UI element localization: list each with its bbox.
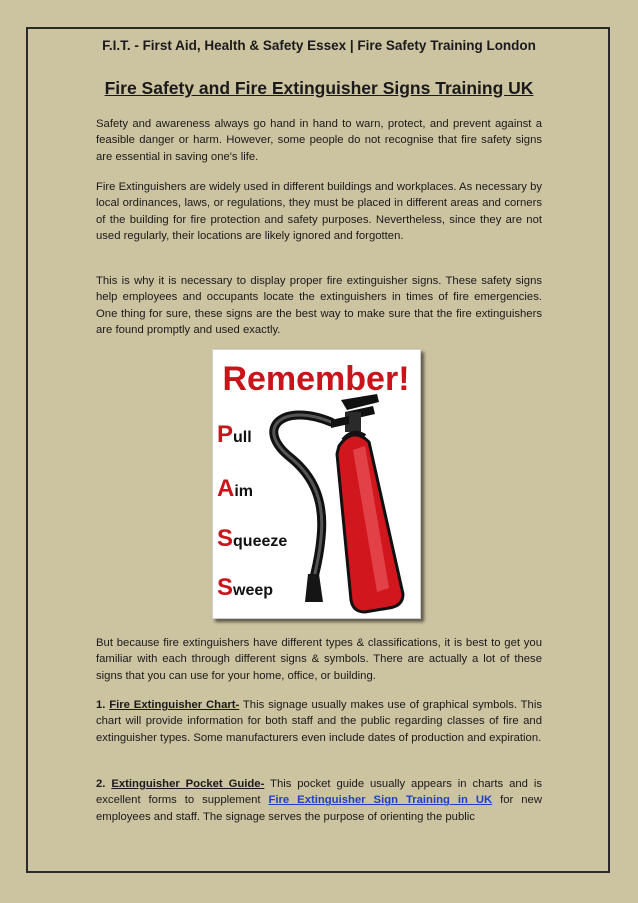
page-header: F.I.T. - First Aid, Health & Safety Essex | Fire Safety Training London — [102, 38, 536, 53]
pass-poster-image — [212, 349, 421, 619]
nozzle-shape — [305, 574, 323, 602]
paragraph-intro: Safety and awareness always go hand in hand to warn, protect, and prevent against a feasible danger or harm. However, some people do not recognise that fire safety signs are essential in saving one's life. — [96, 118, 542, 163]
list-number: 2. — [96, 778, 106, 790]
list-item-pocket-guide — [96, 776, 542, 825]
paragraph-extinguishers: Fire Extinguishers are widely used in different buildings and workplaces. As necessary by local ordinances, laws, or regulations, they must be placed in different areas and corners of the building for fire protection and safety purposes. Nevertheless, since they are not used regularly, their locations are likely ignored and forgotten. — [96, 181, 542, 243]
list-number: 1. — [96, 699, 106, 711]
list-item-text: This signage usually makes use of graphical symbols. This chart will provide information for both staff and the public regarding classes of fire and extinguisher types. Some manufacturers even include dates of production and expiration. — [96, 699, 542, 744]
hose-shape — [274, 415, 331, 582]
list-item-text: This pocket guide usually appears in charts and is excellent forms to supplement — [96, 778, 542, 807]
pass-poster-graphic — [213, 350, 420, 618]
fire-extinguisher-sign-training-link[interactable]: Fire Extinguisher Sign Training in UK — [268, 794, 493, 807]
pass-step-pull: Pull — [217, 421, 252, 448]
list-item-title: Extinguisher Pocket Guide- — [111, 778, 265, 790]
list-item-chart — [96, 697, 542, 746]
list-item-title: Fire Extinguisher Chart- — [109, 699, 240, 711]
pass-step-sweep: Sweep — [217, 574, 274, 601]
paragraph-signs: This is why it is necessary to display proper fire extinguisher signs. These safety signs help employees and occupants locate the extinguishers in times of fire emergencies. One thing for sure, these signs are the best way to make sure that the fire extinguishers are found promptly and used exactly. — [96, 275, 542, 337]
list-item-text-continued: for new employees and staff. The signage serves the purpose of orienting the public — [96, 794, 542, 823]
article-title: Fire Safety and Fire Extinguisher Signs Training UK — [104, 78, 534, 98]
poster-heading: Remember! — [222, 360, 410, 398]
pass-step-squeeze: Squeeze — [217, 525, 288, 552]
paragraph-types: But because fire extinguishers have different types & classifications, it is best to get you familiar with each through different signs & symbols. There are actually a lot of these signs that you can use for your home, office, or building. — [96, 637, 542, 682]
pass-step-aim: Aim — [217, 475, 254, 502]
